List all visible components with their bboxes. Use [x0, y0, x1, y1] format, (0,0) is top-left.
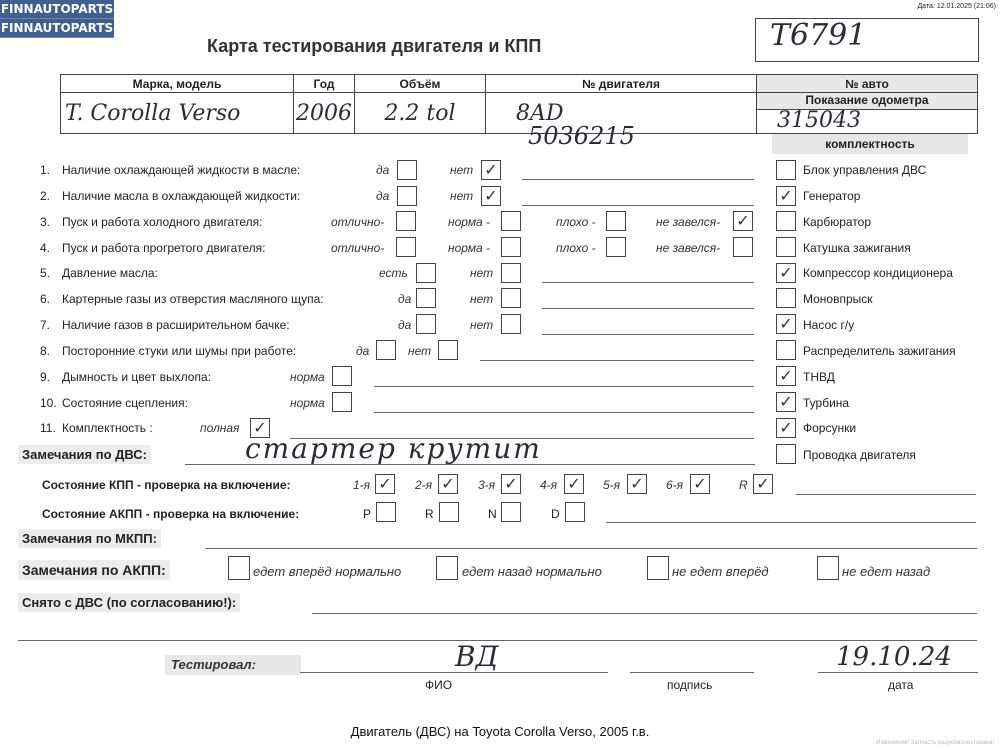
car-id-hand: T6791: [770, 18, 867, 53]
logo-line2: FINNAUTOPARTS: [0, 19, 114, 38]
kpp-label: Состояние КПП - проверка на включение:: [42, 478, 291, 492]
r2-da-label: да: [376, 189, 390, 203]
item-8-label: Посторонние стуки или шумы при работе:: [62, 344, 297, 358]
item-2-label: Наличие масла в охлаждающей жидкости:: [62, 189, 301, 203]
r6-net-checkbox[interactable]: [501, 288, 521, 308]
r5-est-label: есть: [379, 266, 408, 280]
r3-nezavelsya-label: не завелся-: [656, 215, 721, 229]
r9-line: [374, 386, 754, 387]
r3-norma-checkbox[interactable]: [501, 211, 521, 231]
item-4-label: Пуск и работа прогретого двигателя:: [62, 241, 266, 255]
r5-est-checkbox[interactable]: [416, 263, 436, 283]
r6-da-label: да: [398, 292, 412, 306]
r3-norma-label: норма -: [448, 215, 491, 229]
remarks-akpp-label: Замечания по АКПП:: [18, 560, 170, 580]
r3-ploho-checkbox[interactable]: [606, 211, 626, 231]
mode-p-checkbox[interactable]: [376, 502, 396, 522]
comp-4-checkbox[interactable]: [776, 237, 796, 257]
comp-7-label: Насос г/у: [803, 318, 855, 332]
r4-norma-checkbox[interactable]: [501, 237, 521, 257]
r7-line: [542, 334, 754, 335]
item-4-num: 4.: [40, 241, 51, 255]
comp-5-checkbox[interactable]: ✓: [776, 263, 796, 283]
r6-net-label: нет: [470, 292, 494, 306]
completeness-title: комплектность: [772, 134, 968, 154]
r1-net-checkbox[interactable]: ✓: [481, 160, 501, 180]
r4-nezavelsya-checkbox[interactable]: [733, 237, 753, 257]
comp-1-checkbox[interactable]: [776, 160, 796, 180]
r3-ploho-label: плохо -: [556, 215, 596, 229]
col-auto-no: № авто: [757, 75, 978, 93]
gear-5-label: 5-я: [603, 478, 621, 492]
comp-2-checkbox[interactable]: ✓: [776, 186, 796, 206]
date-caption: дата: [888, 678, 914, 692]
r11-polnaya-checkbox[interactable]: ✓: [250, 418, 270, 438]
akpp-opt1-label: едет вперёд нормально: [253, 564, 402, 579]
comp-7-checkbox[interactable]: ✓: [776, 314, 796, 334]
date-line: [818, 672, 978, 673]
date-hand: 19.10.24: [836, 642, 952, 672]
remarks-mkpp-line: [205, 548, 977, 549]
comp-12-checkbox[interactable]: [776, 444, 796, 464]
r2-net-label: нет: [450, 189, 474, 203]
item-7-label: Наличие газов в расширительном бачке:: [62, 318, 290, 332]
fio-hand: ВД: [455, 640, 499, 673]
gear-5-checkbox[interactable]: ✓: [627, 474, 647, 494]
comp-8-label: Распределитель зажигания: [803, 344, 956, 358]
r11-polnaya-label: полная: [200, 421, 240, 435]
comp-6-checkbox[interactable]: [776, 288, 796, 308]
r7-da-checkbox[interactable]: [416, 314, 436, 334]
item-7-num: 7.: [40, 318, 51, 332]
comp-11-label: Форсунки: [803, 421, 857, 435]
remarks-mkpp-label: Замечания по МКПП:: [18, 529, 161, 548]
logo-line1: FINNAUTOPARTS: [0, 0, 114, 19]
akpp-state-label: Состояние АКПП - проверка на включение:: [42, 507, 300, 521]
akpp-opt3-label: не едет вперёд: [672, 564, 769, 579]
akpp-opt4-label: не едет назад: [842, 564, 931, 579]
engine-value2: 5036215: [528, 122, 635, 150]
gear-6-label: 6-я: [666, 478, 684, 492]
kpp-line: [796, 494, 976, 495]
comp-3-checkbox[interactable]: [776, 211, 796, 231]
r3-otlichno-label: отлично-: [331, 215, 385, 229]
odometer-value: 315043: [777, 108, 861, 133]
akpp-opt2-checkbox[interactable]: [436, 556, 458, 580]
r10-norma-label: норма: [290, 396, 325, 410]
mode-p-label: P: [363, 507, 372, 521]
removed-label: Снято с ДВС (по согласованию!):: [18, 593, 240, 612]
gear-2-checkbox[interactable]: ✓: [438, 474, 458, 494]
item-10-num: 10.: [40, 396, 57, 410]
comp-12-label: Проводка двигателя: [803, 448, 916, 462]
date-stamp: Дата: 12.01.2025 (21:06): [917, 3, 996, 10]
comp-9-checkbox[interactable]: ✓: [776, 366, 796, 386]
r1-net-label: нет: [450, 163, 474, 177]
item-9-label: Дымность и цвет выхлопа:: [62, 370, 211, 384]
footer-caption: Двигатель (ДВС) на Toyota Corolla Verso, 2005 г.в.: [350, 724, 650, 739]
col-odometer: Показание одометра: [757, 93, 977, 110]
comp-9-label: ТНВД: [803, 370, 835, 384]
item-6-num: 6.: [40, 292, 51, 306]
item-8-num: 8.: [40, 344, 51, 358]
r4-norma-label: норма -: [448, 241, 491, 255]
r8-da-label: да: [356, 344, 370, 358]
gear-6-checkbox[interactable]: ✓: [690, 474, 710, 494]
comp-6-label: Моновпрыск: [803, 292, 873, 306]
mode-n-checkbox[interactable]: [501, 502, 521, 522]
r6-line: [542, 308, 754, 309]
akpp-opt2-label: едет назад нормально: [462, 564, 602, 579]
comp-10-checkbox[interactable]: ✓: [776, 392, 796, 412]
akpp-opt4-checkbox[interactable]: [817, 556, 839, 580]
gear-r-checkbox[interactable]: ✓: [753, 474, 773, 494]
item-6-label: Картерные газы из отверстия масляного щупа:: [62, 292, 324, 306]
mode-r-label: R: [425, 507, 434, 521]
akpp-opt1-checkbox[interactable]: [228, 556, 250, 580]
r8-line: [480, 360, 754, 361]
col-year: Год: [294, 75, 355, 93]
comp-11-checkbox[interactable]: ✓: [776, 418, 796, 438]
mode-d-checkbox[interactable]: [565, 502, 585, 522]
r10-norma-checkbox[interactable]: [332, 392, 352, 412]
r7-net-checkbox[interactable]: [501, 314, 521, 334]
mode-n-label: N: [488, 507, 497, 521]
comp-2-label: Генератор: [803, 189, 861, 203]
r8-net-checkbox[interactable]: [438, 340, 458, 360]
comp-3-label: Карбюратор: [803, 215, 872, 229]
remarks-dvs-hand: стартер крутит: [245, 432, 542, 465]
r4-ploho-label: плохо -: [556, 241, 596, 255]
logo: [0, 0, 114, 38]
comp-10-label: Турбина: [803, 396, 850, 410]
item-2-num: 2.: [40, 189, 51, 203]
engine-value: 8AD: [486, 93, 757, 134]
akpp-state-line: [606, 522, 976, 523]
fio-caption: ФИО: [425, 678, 453, 692]
gear-2-label: 2-я: [415, 478, 433, 492]
volume-value: 2.2 tol: [355, 93, 486, 134]
r5-line: [542, 282, 754, 283]
mode-d-label: D: [551, 507, 560, 521]
akpp-opt3-checkbox[interactable]: [647, 556, 669, 580]
r4-nezavelsya-label: не завелся-: [656, 241, 721, 255]
r2-da-checkbox[interactable]: [397, 186, 417, 206]
col-engine: № двигателя: [486, 75, 757, 93]
tested-label: Тестировал:: [165, 655, 301, 675]
item-10-label: Состояние сцепления:: [62, 396, 188, 410]
item-3-label: Пуск и работа холодного двигателя:: [62, 215, 263, 229]
gear-4-checkbox[interactable]: ✓: [564, 474, 584, 494]
r9-norma-checkbox[interactable]: [332, 366, 352, 386]
comp-8-checkbox[interactable]: [776, 340, 796, 360]
r5-net-label: нет: [470, 266, 494, 280]
gear-3-label: 3-я: [478, 478, 496, 492]
fio-line: [300, 672, 608, 673]
r4-otlichno-label: отлично-: [331, 241, 385, 255]
r4-ploho-checkbox[interactable]: [606, 237, 626, 257]
r8-net-label: нет: [408, 344, 432, 358]
r1-line: [522, 179, 754, 180]
comp-4-label: Катушка зажигания: [803, 241, 911, 255]
item-9-num: 9.: [40, 370, 51, 384]
r1-da-label: да: [376, 163, 390, 177]
r3-nezavelsya-checkbox[interactable]: ✓: [733, 211, 753, 231]
comp-5-label: Компрессор кондиционера: [803, 266, 953, 280]
odometer-cell: [757, 93, 978, 134]
r2-net-checkbox[interactable]: ✓: [481, 186, 501, 206]
r10-line: [374, 412, 754, 413]
header-table: [60, 74, 978, 134]
watermark: Изменение! Запчасть разукомплектована!: [876, 740, 994, 746]
page-title: Карта тестирования двигателя и КПП: [207, 36, 542, 56]
item-5-label: Давление масла:: [62, 266, 158, 280]
gear-3-checkbox[interactable]: ✓: [501, 474, 521, 494]
r4-otlichno-checkbox[interactable]: [396, 237, 416, 257]
r9-norma-label: норма: [290, 370, 325, 384]
r7-da-label: да: [398, 318, 412, 332]
year-value: 2006: [294, 93, 355, 134]
r8-da-checkbox[interactable]: [376, 340, 396, 360]
r5-net-checkbox[interactable]: [501, 263, 521, 283]
gear-r-label: R: [739, 478, 748, 492]
r3-otlichno-checkbox[interactable]: [396, 211, 416, 231]
mode-r-checkbox[interactable]: [439, 502, 459, 522]
col-model: Марка, модель: [61, 75, 294, 93]
item-3-num: 3.: [40, 215, 51, 229]
gear-4-label: 4-я: [540, 478, 558, 492]
r6-da-checkbox[interactable]: [416, 288, 436, 308]
col-volume: Объём: [355, 75, 486, 93]
r2-line: [522, 205, 754, 206]
signature-caption: подпись: [667, 678, 713, 692]
item-1-num: 1.: [40, 163, 51, 177]
item-1-label: Наличие охлаждающей жидкости в масле:: [62, 163, 301, 177]
item-11-label: Комплектность :: [62, 421, 153, 435]
remarks-dvs-label: Замечания по ДВС:: [18, 445, 151, 464]
removed-line: [312, 613, 977, 614]
r7-net-label: нет: [470, 318, 494, 332]
comp-1-label: Блок управления ДВС: [803, 163, 927, 177]
model-value: T. Corolla Verso: [61, 93, 294, 134]
item-5-num: 5.: [40, 266, 51, 280]
item-11-num: 11.: [40, 421, 56, 435]
r1-da-checkbox[interactable]: [397, 160, 417, 180]
gear-1-checkbox[interactable]: ✓: [375, 474, 395, 494]
gear-1-label: 1-я: [353, 478, 371, 492]
signature-line: [630, 672, 754, 673]
